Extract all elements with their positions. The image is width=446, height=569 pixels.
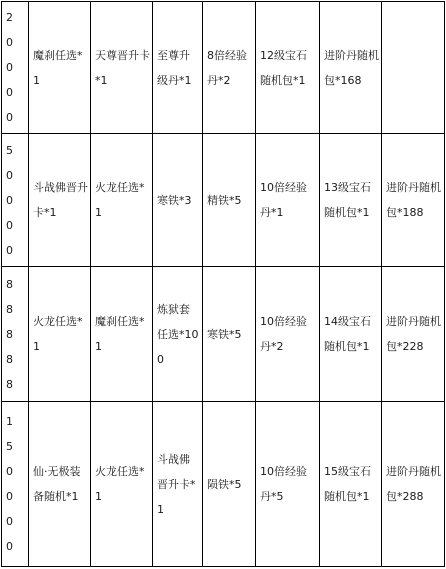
reward-cell (29, 402, 91, 567)
reward-cell (256, 267, 320, 402)
reward-cell (29, 2, 91, 134)
reward-text: 10倍经验丹*5 (260, 465, 307, 503)
tier-digit: 1 (6, 415, 13, 428)
reward-cell (382, 134, 445, 267)
reward-cell (203, 2, 256, 134)
tier-digit: 5 (6, 143, 13, 157)
reward-text: 8倍经验丹*2 (207, 48, 247, 87)
tier-digit: 0 (6, 218, 13, 232)
reward-text: 15级宝石随机包*1 (324, 465, 371, 503)
reward-text: 陨铁*5 (207, 477, 242, 491)
reward-cell (203, 402, 256, 567)
reward-cell (153, 402, 203, 567)
reward-cell (91, 267, 153, 402)
tier-digit: 0 (6, 193, 13, 207)
reward-cell (256, 2, 320, 134)
tier-digit: 0 (6, 515, 13, 528)
reward-text: 进阶丹随机包*168 (324, 48, 379, 87)
reward-text: 进阶丹随机包*288 (386, 465, 441, 503)
reward-text: 寒铁*5 (207, 327, 242, 341)
reward-cell (29, 134, 91, 267)
tier-cell (2, 2, 29, 134)
tier-cell (2, 267, 29, 402)
tier-digit: 0 (6, 490, 13, 503)
reward-cell (153, 267, 203, 402)
reward-cell (29, 267, 91, 402)
reward-text: 寒铁*3 (157, 193, 192, 207)
table-row (2, 2, 445, 134)
table-row (2, 134, 445, 267)
reward-text: 至尊升级丹*1 (157, 48, 192, 87)
tier-digit: 8 (6, 377, 13, 391)
tier-digit: 0 (6, 61, 13, 74)
tier-digit: 0 (6, 86, 13, 99)
reward-cell (320, 2, 382, 134)
reward-cell (256, 134, 320, 267)
reward-text: 火龙任选*1 (33, 315, 83, 353)
reward-text: 火龙任选*1 (95, 181, 145, 219)
reward-text: 火龙任选*1 (95, 465, 145, 503)
tier-digit: 2 (6, 11, 13, 24)
reward-cell (91, 134, 153, 267)
tier-digit: 5 (6, 440, 13, 453)
reward-text: 斗战佛晋升卡*1 (33, 181, 88, 219)
reward-cell (153, 134, 203, 267)
tier-digit: 0 (6, 111, 13, 124)
tier-digit: 8 (6, 277, 13, 291)
tier-digit: 0 (6, 36, 13, 49)
reward-text: 魔刹任选*1 (33, 48, 83, 87)
tier-digit: 8 (6, 327, 13, 341)
tier-cell (2, 134, 29, 267)
reward-cell (203, 134, 256, 267)
reward-text: 进阶丹随机包*228 (386, 315, 441, 353)
tier-digit: 0 (6, 540, 13, 553)
reward-table (1, 1, 445, 567)
reward-cell (382, 402, 445, 567)
reward-cell (203, 267, 256, 402)
tier-digit: 8 (6, 302, 13, 316)
reward-text: 12级宝石随机包*1 (260, 48, 307, 87)
reward-text: 进阶丹随机包*188 (386, 181, 441, 219)
reward-cell (153, 2, 203, 134)
table-row (2, 402, 445, 567)
tier-digit: 0 (6, 243, 13, 257)
tier-cell (2, 402, 29, 567)
reward-cell (320, 267, 382, 402)
reward-cell (91, 2, 153, 134)
reward-text: 炼狱套任选*100 (157, 302, 199, 366)
reward-text: 斗战佛晋升卡*1 (157, 452, 196, 516)
reward-text: 魔刹任选*1 (95, 315, 145, 353)
reward-text: 天尊晋升卡*1 (95, 48, 150, 87)
reward-cell (91, 402, 153, 567)
table-row (2, 267, 445, 402)
reward-text: 10倍经验丹*2 (260, 315, 307, 353)
reward-cell (382, 2, 445, 134)
reward-text: 仙·无极装备随机*1 (33, 465, 81, 503)
tier-digit: 0 (6, 465, 13, 478)
reward-cell (256, 402, 320, 567)
reward-cell (320, 134, 382, 267)
tier-digit: 0 (6, 168, 13, 182)
reward-text: 精铁*5 (207, 193, 242, 207)
reward-text: 13级宝石随机包*1 (324, 181, 371, 219)
reward-text: 10倍经验丹*1 (260, 181, 307, 219)
reward-text: 14级宝石随机包*1 (324, 315, 371, 353)
reward-cell (320, 402, 382, 567)
tier-digit: 8 (6, 352, 13, 366)
reward-cell (382, 267, 445, 402)
